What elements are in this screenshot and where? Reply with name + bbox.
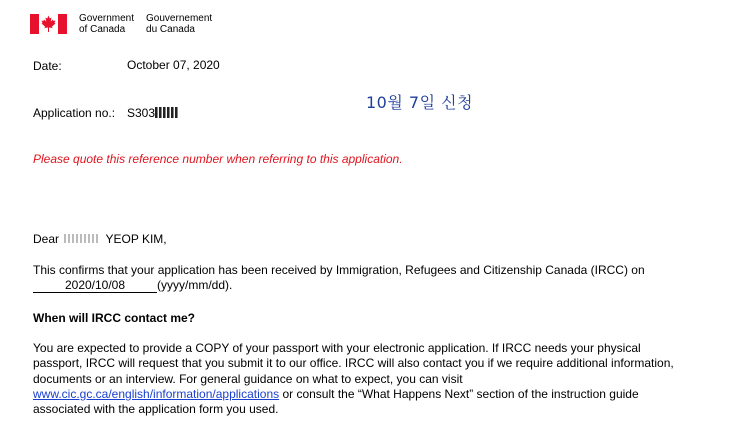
- paragraph-line-rest: or consult the “What Happens Next” section of the instruction guide: [279, 386, 639, 401]
- gov-french-name: Gouvernement du Canada: [146, 13, 213, 35]
- confirmation-text: This confirms that your application has been received by Immigration, Refugees and Citizenship Canada (IRCC) on: [33, 263, 645, 277]
- date-format: (yyyy/mm/dd).: [157, 278, 233, 292]
- redacted-digits: [155, 107, 179, 118]
- application-number-prefix: S303: [127, 106, 156, 120]
- section-heading: When will IRCC contact me?: [33, 311, 196, 325]
- handwritten-korean-note: 10월 7일 신청: [366, 93, 474, 112]
- paragraph-line: passport, IRCC will request that you submit it to our office. IRCC will also contact you if we require additional information,: [33, 356, 674, 371]
- date-value: October 07, 2020: [127, 58, 220, 72]
- received-date-line: [33, 278, 232, 293]
- application-number-value: [127, 106, 179, 120]
- paragraph-line: You are expected to provide a COPY of your passport with your electronic application. If IRCC needs your physical: [33, 341, 641, 355]
- gov-canada-header: [30, 13, 212, 35]
- paragraph-line: associated with the application form you used.: [33, 402, 279, 417]
- salutation-prefix: Dear: [33, 232, 60, 246]
- ircc-applications-link[interactable]: www.cic.gc.ca/english/information/applications: [33, 386, 280, 401]
- received-date: 2020/10/08: [33, 279, 157, 293]
- gov-english-name: Government of Canada: [79, 13, 135, 35]
- salutation-name: YEOP KIM,: [105, 232, 167, 246]
- redacted-first-name: [64, 234, 100, 243]
- application-number-label: Application no.:: [33, 106, 116, 120]
- paragraph-line: documents or an interview. For general guidance on what to expect, you can visit: [33, 371, 463, 386]
- salutation: [33, 232, 167, 246]
- paragraph-line: [33, 387, 674, 402]
- reference-notice: Please quote this reference number when referring to this application.: [33, 152, 403, 166]
- canada-flag-icon: [30, 14, 67, 34]
- date-label: Date:: [33, 59, 62, 73]
- guidance-paragraph: [33, 341, 674, 417]
